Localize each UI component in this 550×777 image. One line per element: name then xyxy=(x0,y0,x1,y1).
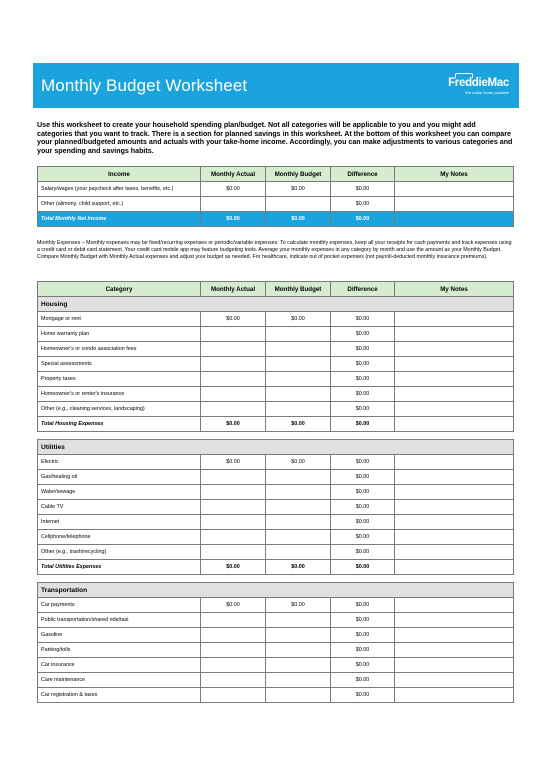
expenses-header-1: Monthly Actual xyxy=(201,282,266,297)
amount-cell: $0.00 xyxy=(331,485,395,500)
amount-cell[interactable] xyxy=(201,658,266,673)
notes-cell[interactable] xyxy=(395,628,514,643)
amount-cell[interactable] xyxy=(266,485,331,500)
amount-cell[interactable] xyxy=(201,500,266,515)
amount-cell: $0.00 xyxy=(331,530,395,545)
amount-cell[interactable]: $0.00 xyxy=(201,455,266,470)
expenses-header-0: Category xyxy=(38,282,201,297)
amount-cell: $0.00 xyxy=(266,560,331,575)
amount-cell[interactable] xyxy=(266,628,331,643)
income-header-1: Monthly Actual xyxy=(201,167,266,182)
amount-cell: $0.00 xyxy=(331,402,395,417)
notes-cell[interactable] xyxy=(395,515,514,530)
table-row xyxy=(38,643,514,658)
amount-cell: $0.00 xyxy=(331,658,395,673)
row-label: Homeowner's or renter's insurance xyxy=(38,387,201,402)
notes-cell[interactable] xyxy=(395,182,514,197)
table-row xyxy=(38,387,514,402)
section-spacer xyxy=(38,432,514,440)
notes-cell[interactable] xyxy=(395,545,514,560)
notes-cell xyxy=(395,212,514,227)
amount-cell: $0.00 xyxy=(331,455,395,470)
amount-cell: $0.00 xyxy=(331,613,395,628)
amount-cell[interactable]: $0.00 xyxy=(201,312,266,327)
row-label: Home warranty plan xyxy=(38,327,201,342)
expenses-header-2: Monthly Budget xyxy=(266,282,331,297)
notes-cell[interactable] xyxy=(395,197,514,212)
amount-cell: $0.00 xyxy=(266,417,331,432)
notes-cell[interactable] xyxy=(395,327,514,342)
row-label: Cellphone/telephone xyxy=(38,530,201,545)
house-roof-icon xyxy=(455,73,473,78)
row-label: Total Housing Expenses xyxy=(38,417,201,432)
income-header-4: My Notes xyxy=(395,167,514,182)
table-row xyxy=(38,402,514,417)
page-title: Monthly Budget Worksheet xyxy=(41,75,248,95)
amount-cell[interactable] xyxy=(201,470,266,485)
amount-cell: $0.00 xyxy=(331,342,395,357)
amount-cell: $0.00 xyxy=(331,182,395,197)
row-label: Property taxes xyxy=(38,372,201,387)
amount-cell: $0.00 xyxy=(266,212,331,227)
notes-cell[interactable] xyxy=(395,372,514,387)
amount-cell[interactable] xyxy=(266,470,331,485)
amount-cell: $0.00 xyxy=(331,628,395,643)
amount-cell[interactable]: $0.00 xyxy=(266,455,331,470)
table-row xyxy=(38,197,514,212)
income-table xyxy=(37,166,514,227)
table-row xyxy=(38,470,514,485)
amount-cell[interactable] xyxy=(266,673,331,688)
notes-cell[interactable] xyxy=(395,613,514,628)
section-title: Housing xyxy=(38,297,514,312)
section-header-housing xyxy=(38,297,514,312)
table-row xyxy=(38,500,514,515)
table-row xyxy=(38,312,514,327)
notes-cell[interactable] xyxy=(395,455,514,470)
table-row xyxy=(38,545,514,560)
amount-cell: $0.00 xyxy=(331,327,395,342)
amount-cell[interactable] xyxy=(266,342,331,357)
amount-cell: $0.00 xyxy=(331,500,395,515)
notes-cell[interactable] xyxy=(395,658,514,673)
expenses-header-4: My Notes xyxy=(395,282,514,297)
notes-cell[interactable] xyxy=(395,643,514,658)
logo-text: FreddieMac xyxy=(448,76,509,89)
row-label: Car insurance xyxy=(38,658,201,673)
row-label: Other (e.g., cleaning services, landscaping) xyxy=(38,402,201,417)
table-row xyxy=(38,673,514,688)
expenses-header-row xyxy=(38,282,514,297)
section-spacer xyxy=(38,575,514,583)
table-row xyxy=(38,372,514,387)
amount-cell: $0.00 xyxy=(331,560,395,575)
amount-cell: $0.00 xyxy=(331,545,395,560)
amount-cell[interactable] xyxy=(266,643,331,658)
amount-cell[interactable] xyxy=(266,500,331,515)
amount-cell[interactable]: $0.00 xyxy=(266,598,331,613)
row-label: Water/sewage xyxy=(38,485,201,500)
row-label: Gas/heating oil xyxy=(38,470,201,485)
row-label: Electric xyxy=(38,455,201,470)
amount-cell[interactable] xyxy=(266,327,331,342)
section-title: Utilities xyxy=(38,440,514,455)
row-label: Car payments xyxy=(38,598,201,613)
amount-cell[interactable] xyxy=(201,387,266,402)
table-row xyxy=(38,598,514,613)
table-row xyxy=(38,455,514,470)
row-label: Mortgage or rent xyxy=(38,312,201,327)
notes-cell[interactable] xyxy=(395,598,514,613)
row-label: Internet xyxy=(38,515,201,530)
row-label: Cable TV xyxy=(38,500,201,515)
header-banner xyxy=(33,63,519,108)
amount-cell[interactable] xyxy=(266,197,331,212)
amount-cell: $0.00 xyxy=(331,673,395,688)
amount-cell[interactable]: $0.00 xyxy=(201,598,266,613)
table-row xyxy=(38,530,514,545)
table-row xyxy=(38,327,514,342)
amount-cell[interactable] xyxy=(266,372,331,387)
amount-cell: $0.00 xyxy=(331,197,395,212)
amount-cell[interactable] xyxy=(266,688,331,703)
notes-cell[interactable] xyxy=(395,342,514,357)
income-header-3: Difference xyxy=(331,167,395,182)
income-header-0: Income xyxy=(38,167,201,182)
row-label: Care maintenance xyxy=(38,673,201,688)
section-total-row xyxy=(38,417,514,432)
amount-cell[interactable] xyxy=(201,628,266,643)
table-row xyxy=(38,628,514,643)
section-total-row xyxy=(38,560,514,575)
income-header-row xyxy=(38,167,514,182)
table-row xyxy=(38,342,514,357)
income-total-row xyxy=(38,212,514,227)
amount-cell[interactable] xyxy=(201,613,266,628)
amount-cell[interactable] xyxy=(201,688,266,703)
amount-cell[interactable] xyxy=(266,515,331,530)
amount-cell: $0.00 xyxy=(331,372,395,387)
amount-cell: $0.00 xyxy=(331,417,395,432)
income-header-2: Monthly Budget xyxy=(266,167,331,182)
amount-cell[interactable] xyxy=(201,372,266,387)
amount-cell[interactable] xyxy=(201,515,266,530)
amount-cell[interactable] xyxy=(201,357,266,372)
amount-cell[interactable] xyxy=(201,342,266,357)
amount-cell[interactable] xyxy=(201,530,266,545)
row-label: Gasoline xyxy=(38,628,201,643)
amount-cell: $0.00 xyxy=(331,688,395,703)
amount-cell: $0.00 xyxy=(201,417,266,432)
table-row xyxy=(38,688,514,703)
amount-cell[interactable] xyxy=(266,402,331,417)
freddie-mac-logo xyxy=(448,77,509,95)
table-row xyxy=(38,515,514,530)
notes-cell xyxy=(395,560,514,575)
amount-cell[interactable]: $0.00 xyxy=(201,182,266,197)
amount-cell[interactable] xyxy=(201,197,266,212)
notes-cell[interactable] xyxy=(395,387,514,402)
amount-cell[interactable] xyxy=(201,327,266,342)
table-row xyxy=(38,485,514,500)
table-row xyxy=(38,613,514,628)
amount-cell[interactable] xyxy=(266,357,331,372)
intro-text: Use this worksheet to create your household spending plan/budget. Not all categories will be applicable to you and you might add categories that you want to track. There is a section for planned savings in this worksheet. At the bottom of this worksheet you can compare your planned/budgeted amounts and actuals with your take-home income. Accordingly, you can make adjustments to various categories and your spending and savings habits. xyxy=(37,121,513,155)
table-row xyxy=(38,357,514,372)
amount-cell[interactable] xyxy=(266,613,331,628)
amount-cell: $0.00 xyxy=(331,387,395,402)
amount-cell: $0.00 xyxy=(331,643,395,658)
notes-cell[interactable] xyxy=(395,485,514,500)
row-label: Homeowner's or condo association fees xyxy=(38,342,201,357)
row-label: Car registration & taxes xyxy=(38,688,201,703)
amount-cell[interactable] xyxy=(201,545,266,560)
amount-cell[interactable] xyxy=(201,485,266,500)
row-label: Total Monthly Net Income xyxy=(38,212,201,227)
section-header-utilities xyxy=(38,440,514,455)
notes-cell[interactable] xyxy=(395,357,514,372)
notes-cell[interactable] xyxy=(395,530,514,545)
notes-cell[interactable] xyxy=(395,688,514,703)
notes-cell[interactable] xyxy=(395,402,514,417)
row-label: Public transportation/shared ride/taxi xyxy=(38,613,201,628)
expenses-header-3: Difference xyxy=(331,282,395,297)
table-row xyxy=(38,658,514,673)
amount-cell[interactable]: $0.00 xyxy=(266,182,331,197)
amount-cell: $0.00 xyxy=(331,598,395,613)
amount-cell: $0.00 xyxy=(331,312,395,327)
row-label: Salary/wages (your paycheck after taxes, benefits, etc.) xyxy=(38,182,201,197)
notes-cell[interactable] xyxy=(395,673,514,688)
amount-cell: $0.00 xyxy=(331,515,395,530)
amount-cell: $0.00 xyxy=(331,212,395,227)
amount-cell: $0.00 xyxy=(331,357,395,372)
row-label: Special assessments xyxy=(38,357,201,372)
amount-cell[interactable] xyxy=(201,402,266,417)
amount-cell[interactable] xyxy=(266,387,331,402)
row-label: Total Utilities Expenses xyxy=(38,560,201,575)
section-title: Transportation xyxy=(38,583,514,598)
row-label: Other (e.g., trash/recycling) xyxy=(38,545,201,560)
amount-cell[interactable] xyxy=(266,545,331,560)
row-label: Other (alimony, child support, etc.) xyxy=(38,197,201,212)
row-label: Parking/tolls xyxy=(38,643,201,658)
table-row xyxy=(38,182,514,197)
amount-cell: $0.00 xyxy=(331,470,395,485)
amount-cell[interactable] xyxy=(201,643,266,658)
notes-cell[interactable] xyxy=(395,312,514,327)
amount-cell: $0.00 xyxy=(201,212,266,227)
section-header-transportation xyxy=(38,583,514,598)
expenses-table xyxy=(37,281,514,703)
amount-cell[interactable] xyxy=(266,658,331,673)
amount-cell: $0.00 xyxy=(201,560,266,575)
expenses-intro-text: Monthly Expenses – Monthly expenses may be fixed/recurring expenses or periodic/variable expenses. To calculate monthly expenses, keep all your receipts for cash payments and track expenses using a credit card or debit card statement. Your credit card mobile app may feature budgeting tools. Average your monthly expenses in any category by month and use the amount as your Monthly Budget. Compare Monthly Budget with Monthly Actual expenses and adjust your budget as needed. For healthcare, indicate out of pocket expenses (not payroll-deducted monthly insurance premiums). xyxy=(37,240,512,260)
notes-cell[interactable] xyxy=(395,500,514,515)
notes-cell[interactable] xyxy=(395,470,514,485)
amount-cell[interactable]: $0.00 xyxy=(266,312,331,327)
amount-cell[interactable] xyxy=(266,530,331,545)
notes-cell xyxy=(395,417,514,432)
amount-cell[interactable] xyxy=(201,673,266,688)
logo-tagline: We make home possible xyxy=(465,89,509,95)
